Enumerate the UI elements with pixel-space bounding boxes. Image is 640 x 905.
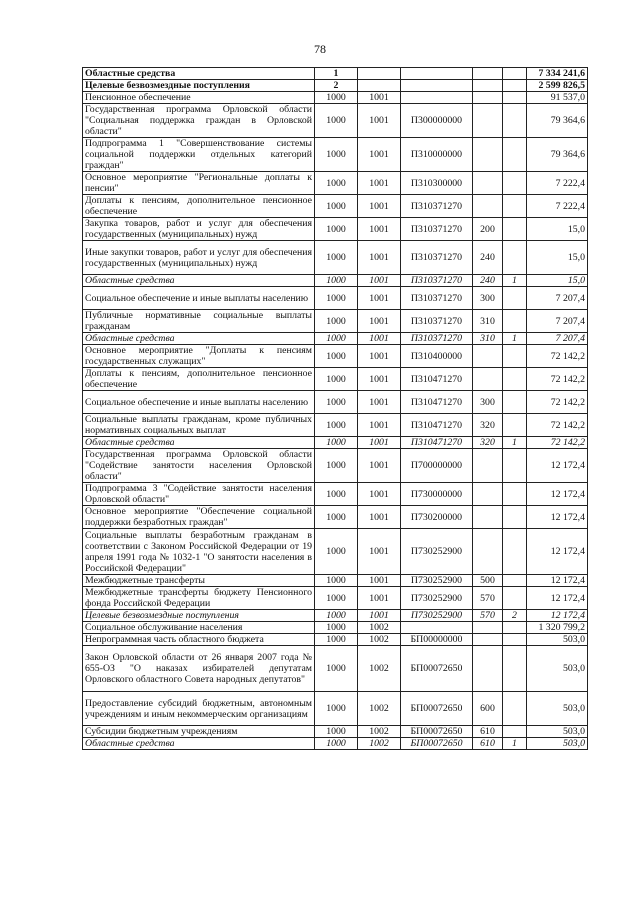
section-code-cell: 1000 <box>315 287 358 310</box>
item-name-cell: Областные средства <box>83 738 315 750</box>
funding-source-cell <box>503 692 527 726</box>
section-code-cell: 1000 <box>315 587 358 610</box>
section-code-cell: 1000 <box>315 622 358 634</box>
section-code-cell: 1000 <box>315 104 358 138</box>
target-article-cell: П310371270 <box>401 310 473 333</box>
item-name-cell: Социальное обеспечение и иные выплаты населению <box>83 391 315 414</box>
subsection-code-cell: 1002 <box>358 692 401 726</box>
funding-source-cell <box>503 575 527 587</box>
amount-cell: 503,0 <box>527 646 588 692</box>
amount-cell: 503,0 <box>527 738 588 750</box>
item-name-cell: Областные средства <box>83 437 315 449</box>
table-row <box>83 575 588 587</box>
table-row <box>83 275 588 287</box>
expense-type-cell: 310 <box>473 310 503 333</box>
item-name-cell: Основное мероприятие "Доплаты к пенсиям государственных служащих" <box>83 345 315 368</box>
amount-cell: 12 172,4 <box>527 449 588 483</box>
item-name-cell: Доплаты к пенсиям, дополнительное пенсионное обеспечение <box>83 368 315 391</box>
target-article-cell <box>401 68 473 80</box>
item-name-cell: Пенсионное обеспечение <box>83 92 315 104</box>
funding-source-cell <box>503 506 527 529</box>
expense-type-cell: 610 <box>473 726 503 738</box>
expense-type-cell <box>473 368 503 391</box>
section-code-cell: 1000 <box>315 218 358 241</box>
table-row <box>83 80 588 92</box>
table-row <box>83 391 588 414</box>
section-code-cell: 1000 <box>315 692 358 726</box>
funding-source-cell <box>503 138 527 172</box>
amount-cell: 7 207,4 <box>527 333 588 345</box>
item-name-cell: Целевые безвозмездные поступления <box>83 610 315 622</box>
target-article-cell: П310371270 <box>401 218 473 241</box>
amount-cell: 7 334 241,6 <box>527 68 588 80</box>
amount-cell: 12 172,4 <box>527 506 588 529</box>
section-code-cell: 1000 <box>315 646 358 692</box>
expense-type-cell <box>473 646 503 692</box>
section-code-cell: 1000 <box>315 738 358 750</box>
subsection-code-cell: 1001 <box>358 575 401 587</box>
target-article-cell <box>401 80 473 92</box>
table-row <box>83 610 588 622</box>
section-code-cell: 1000 <box>315 437 358 449</box>
funding-source-cell: 1 <box>503 437 527 449</box>
expense-type-cell <box>473 483 503 506</box>
expense-type-cell: 320 <box>473 437 503 449</box>
table-row <box>83 646 588 692</box>
expense-type-cell <box>473 172 503 195</box>
amount-cell: 15,0 <box>527 241 588 275</box>
section-code-cell: 1000 <box>315 529 358 575</box>
item-name-cell: Межбюджетные трансферты бюджету Пенсионного фонда Российской Федерации <box>83 587 315 610</box>
item-name-cell: Подпрограмма 1 "Совершенствование системы социальной поддержки отдельных категорий граждан" <box>83 138 315 172</box>
section-code-cell: 1000 <box>315 414 358 437</box>
budget-table-body <box>83 68 588 750</box>
item-name-cell: Предоставление субсидий бюджетным, автономным учреждениям и иным некоммерческим организациям <box>83 692 315 726</box>
target-article-cell: П310371270 <box>401 195 473 218</box>
table-row <box>83 634 588 646</box>
subsection-code-cell: 1001 <box>358 437 401 449</box>
expense-type-cell: 500 <box>473 575 503 587</box>
funding-source-cell <box>503 368 527 391</box>
amount-cell: 12 172,4 <box>527 529 588 575</box>
expense-type-cell <box>473 449 503 483</box>
item-name-cell: Межбюджетные трансферты <box>83 575 315 587</box>
subsection-code-cell: 1002 <box>358 634 401 646</box>
table-row <box>83 738 588 750</box>
amount-cell: 2 599 826,5 <box>527 80 588 92</box>
subsection-code-cell: 1001 <box>358 587 401 610</box>
funding-source-cell <box>503 172 527 195</box>
item-name-cell: Закупка товаров, работ и услуг для обеспечения государственных (муниципальных) нужд <box>83 218 315 241</box>
subsection-code-cell: 1001 <box>358 172 401 195</box>
target-article-cell: П310300000 <box>401 172 473 195</box>
subsection-code-cell: 1002 <box>358 622 401 634</box>
target-article-cell: БП00072650 <box>401 726 473 738</box>
subsection-code-cell: 1001 <box>358 310 401 333</box>
amount-cell: 15,0 <box>527 218 588 241</box>
table-row <box>83 195 588 218</box>
subsection-code-cell: 1001 <box>358 368 401 391</box>
funding-source-cell <box>503 287 527 310</box>
target-article-cell: П730252900 <box>401 575 473 587</box>
table-row <box>83 414 588 437</box>
table-row <box>83 483 588 506</box>
amount-cell: 7 222,4 <box>527 172 588 195</box>
amount-cell: 12 172,4 <box>527 587 588 610</box>
item-name-cell: Государственная программа Орловской области "Содействие занятости населения Орловской области" <box>83 449 315 483</box>
target-article-cell: П310371270 <box>401 241 473 275</box>
expense-type-cell <box>473 138 503 172</box>
target-article-cell: П310400000 <box>401 345 473 368</box>
subsection-code-cell: 1001 <box>358 104 401 138</box>
item-name-cell: Государственная программа Орловской области "Социальная поддержка граждан в Орловской области" <box>83 104 315 138</box>
funding-source-cell <box>503 726 527 738</box>
amount-cell: 503,0 <box>527 726 588 738</box>
target-article-cell: П310371270 <box>401 333 473 345</box>
target-article-cell: П730000000 <box>401 483 473 506</box>
target-article-cell: П310471270 <box>401 414 473 437</box>
section-code-cell: 1000 <box>315 172 358 195</box>
funding-source-cell <box>503 622 527 634</box>
amount-cell: 7 207,4 <box>527 310 588 333</box>
section-code-cell: 1000 <box>315 333 358 345</box>
funding-source-cell <box>503 391 527 414</box>
subsection-code-cell: 1001 <box>358 241 401 275</box>
item-name-cell: Иные закупки товаров, работ и услуг для обеспечения государственных (муниципальных) нужд <box>83 241 315 275</box>
section-code-cell: 1000 <box>315 506 358 529</box>
amount-cell: 72 142,2 <box>527 414 588 437</box>
section-code-cell: 1000 <box>315 138 358 172</box>
subsection-code-cell: 1001 <box>358 138 401 172</box>
subsection-code-cell: 1001 <box>358 610 401 622</box>
target-article-cell: БП00072650 <box>401 738 473 750</box>
funding-source-cell <box>503 241 527 275</box>
funding-source-cell <box>503 92 527 104</box>
section-code-cell: 1000 <box>315 610 358 622</box>
amount-cell: 7 222,4 <box>527 195 588 218</box>
expense-type-cell: 310 <box>473 333 503 345</box>
funding-source-cell <box>503 218 527 241</box>
target-article-cell: П730252900 <box>401 529 473 575</box>
amount-cell: 1 320 799,2 <box>527 622 588 634</box>
target-article-cell: П300000000 <box>401 104 473 138</box>
amount-cell: 503,0 <box>527 692 588 726</box>
funding-source-cell <box>503 345 527 368</box>
section-code-cell: 1000 <box>315 449 358 483</box>
subsection-code-cell: 1001 <box>358 333 401 345</box>
target-article-cell: П310371270 <box>401 275 473 287</box>
expense-type-cell: 320 <box>473 414 503 437</box>
subsection-code-cell: 1001 <box>358 483 401 506</box>
target-article-cell <box>401 92 473 104</box>
subsection-code-cell: 1001 <box>358 449 401 483</box>
funding-source-cell <box>503 310 527 333</box>
item-name-cell: Областные средства <box>83 333 315 345</box>
table-row <box>83 241 588 275</box>
amount-cell: 15,0 <box>527 275 588 287</box>
section-code-cell: 1000 <box>315 726 358 738</box>
expense-type-cell: 240 <box>473 241 503 275</box>
item-name-cell: Областные средства <box>83 275 315 287</box>
subsection-code-cell: 1001 <box>358 287 401 310</box>
item-name-cell: Публичные нормативные социальные выплаты гражданам <box>83 310 315 333</box>
subsection-code-cell: 1001 <box>358 218 401 241</box>
subsection-code-cell: 1001 <box>358 529 401 575</box>
subsection-code-cell: 1001 <box>358 195 401 218</box>
funding-source-cell: 2 <box>503 610 527 622</box>
section-code-cell: 1000 <box>315 345 358 368</box>
subsection-code-cell: 1002 <box>358 726 401 738</box>
expense-type-cell <box>473 622 503 634</box>
target-article-cell: П310000000 <box>401 138 473 172</box>
page-number: 78 <box>314 42 326 56</box>
target-article-cell <box>401 622 473 634</box>
target-article-cell: П310371270 <box>401 287 473 310</box>
funding-source-cell <box>503 483 527 506</box>
item-name-cell: Социальное обслуживание населения <box>83 622 315 634</box>
subsection-code-cell: 1001 <box>358 345 401 368</box>
expense-type-cell <box>473 195 503 218</box>
target-article-cell: БП00072650 <box>401 692 473 726</box>
expense-type-cell <box>473 104 503 138</box>
target-article-cell: БП00000000 <box>401 634 473 646</box>
table-row <box>83 104 588 138</box>
amount-cell: 91 537,0 <box>527 92 588 104</box>
funding-source-cell <box>503 587 527 610</box>
target-article-cell: П310471270 <box>401 391 473 414</box>
subsection-code-cell: 1001 <box>358 92 401 104</box>
expense-type-cell: 300 <box>473 287 503 310</box>
amount-cell: 72 142,2 <box>527 391 588 414</box>
budget-table <box>82 67 588 750</box>
section-code-cell: 2 <box>315 80 358 92</box>
target-article-cell: П310471270 <box>401 368 473 391</box>
amount-cell: 79 364,6 <box>527 104 588 138</box>
amount-cell: 7 207,4 <box>527 287 588 310</box>
table-row <box>83 172 588 195</box>
section-code-cell: 1000 <box>315 634 358 646</box>
subsection-code-cell: 1002 <box>358 646 401 692</box>
funding-source-cell: 1 <box>503 738 527 750</box>
item-name-cell: Закон Орловской области от 26 января 2007 года № 655-ОЗ "О наказах избирателей депутатам Орловского областного Совета народных депутатов" <box>83 646 315 692</box>
funding-source-cell <box>503 646 527 692</box>
amount-cell: 72 142,2 <box>527 345 588 368</box>
expense-type-cell: 570 <box>473 610 503 622</box>
expense-type-cell: 600 <box>473 692 503 726</box>
item-name-cell: Основное мероприятие "Обеспечение социальной поддержки безработных граждан" <box>83 506 315 529</box>
amount-cell: 72 142,2 <box>527 437 588 449</box>
expense-type-cell <box>473 506 503 529</box>
expense-type-cell <box>473 634 503 646</box>
subsection-code-cell: 1002 <box>358 738 401 750</box>
funding-source-cell <box>503 68 527 80</box>
amount-cell: 79 364,6 <box>527 138 588 172</box>
section-code-cell: 1 <box>315 68 358 80</box>
section-code-cell: 1000 <box>315 92 358 104</box>
expense-type-cell: 610 <box>473 738 503 750</box>
target-article-cell: П730252900 <box>401 587 473 610</box>
amount-cell: 12 172,4 <box>527 483 588 506</box>
target-article-cell: БП00072650 <box>401 646 473 692</box>
subsection-code-cell: 1001 <box>358 506 401 529</box>
expense-type-cell <box>473 80 503 92</box>
expense-type-cell <box>473 529 503 575</box>
table-row <box>83 529 588 575</box>
subsection-code-cell: 1001 <box>358 275 401 287</box>
table-row <box>83 622 588 634</box>
funding-source-cell <box>503 80 527 92</box>
table-row <box>83 449 588 483</box>
item-name-cell: Социальные выплаты безработным гражданам в соответствии с Законом Российской Федерации от 19 апреля 1991 года № 1032-1 "О занятости населения в Российской Федерации" <box>83 529 315 575</box>
funding-source-cell <box>503 414 527 437</box>
subsection-code-cell <box>358 80 401 92</box>
expense-type-cell: 200 <box>473 218 503 241</box>
table-row <box>83 345 588 368</box>
expense-type-cell: 240 <box>473 275 503 287</box>
target-article-cell: П310471270 <box>401 437 473 449</box>
funding-source-cell <box>503 195 527 218</box>
target-article-cell: П730252900 <box>401 610 473 622</box>
item-name-cell: Субсидии бюджетным учреждениям <box>83 726 315 738</box>
item-name-cell: Целевые безвозмездные поступления <box>83 80 315 92</box>
table-row <box>83 333 588 345</box>
expense-type-cell: 570 <box>473 587 503 610</box>
target-article-cell: П700000000 <box>401 449 473 483</box>
funding-source-cell: 1 <box>503 333 527 345</box>
funding-source-cell <box>503 529 527 575</box>
table-row <box>83 138 588 172</box>
expense-type-cell <box>473 68 503 80</box>
amount-cell: 503,0 <box>527 634 588 646</box>
table-row <box>83 68 588 80</box>
table-row <box>83 287 588 310</box>
funding-source-cell <box>503 449 527 483</box>
funding-source-cell: 1 <box>503 275 527 287</box>
table-row <box>83 437 588 449</box>
table-row <box>83 310 588 333</box>
subsection-code-cell <box>358 68 401 80</box>
table-row <box>83 587 588 610</box>
table-row <box>83 692 588 726</box>
funding-source-cell <box>503 104 527 138</box>
section-code-cell: 1000 <box>315 575 358 587</box>
section-code-cell: 1000 <box>315 368 358 391</box>
amount-cell: 12 172,4 <box>527 575 588 587</box>
expense-type-cell <box>473 92 503 104</box>
item-name-cell: Основное мероприятие "Региональные доплаты к пенсии" <box>83 172 315 195</box>
table-row <box>83 92 588 104</box>
item-name-cell: Социальные выплаты гражданам, кроме публичных нормативных социальных выплат <box>83 414 315 437</box>
table-row <box>83 218 588 241</box>
item-name-cell: Подпрограмма 3 "Содействие занятости населения Орловской области" <box>83 483 315 506</box>
subsection-code-cell: 1001 <box>358 414 401 437</box>
section-code-cell: 1000 <box>315 195 358 218</box>
target-article-cell: П730200000 <box>401 506 473 529</box>
section-code-cell: 1000 <box>315 391 358 414</box>
expense-type-cell: 300 <box>473 391 503 414</box>
table-row <box>83 726 588 738</box>
section-code-cell: 1000 <box>315 310 358 333</box>
section-code-cell: 1000 <box>315 275 358 287</box>
funding-source-cell <box>503 634 527 646</box>
table-row <box>83 368 588 391</box>
section-code-cell: 1000 <box>315 483 358 506</box>
item-name-cell: Доплаты к пенсиям, дополнительное пенсионное обеспечение <box>83 195 315 218</box>
amount-cell: 72 142,2 <box>527 368 588 391</box>
table-row <box>83 506 588 529</box>
expense-type-cell <box>473 345 503 368</box>
item-name-cell: Областные средства <box>83 68 315 80</box>
subsection-code-cell: 1001 <box>358 391 401 414</box>
section-code-cell: 1000 <box>315 241 358 275</box>
item-name-cell: Социальное обеспечение и иные выплаты населению <box>83 287 315 310</box>
item-name-cell: Непрограммная часть областного бюджета <box>83 634 315 646</box>
amount-cell: 12 172,4 <box>527 610 588 622</box>
